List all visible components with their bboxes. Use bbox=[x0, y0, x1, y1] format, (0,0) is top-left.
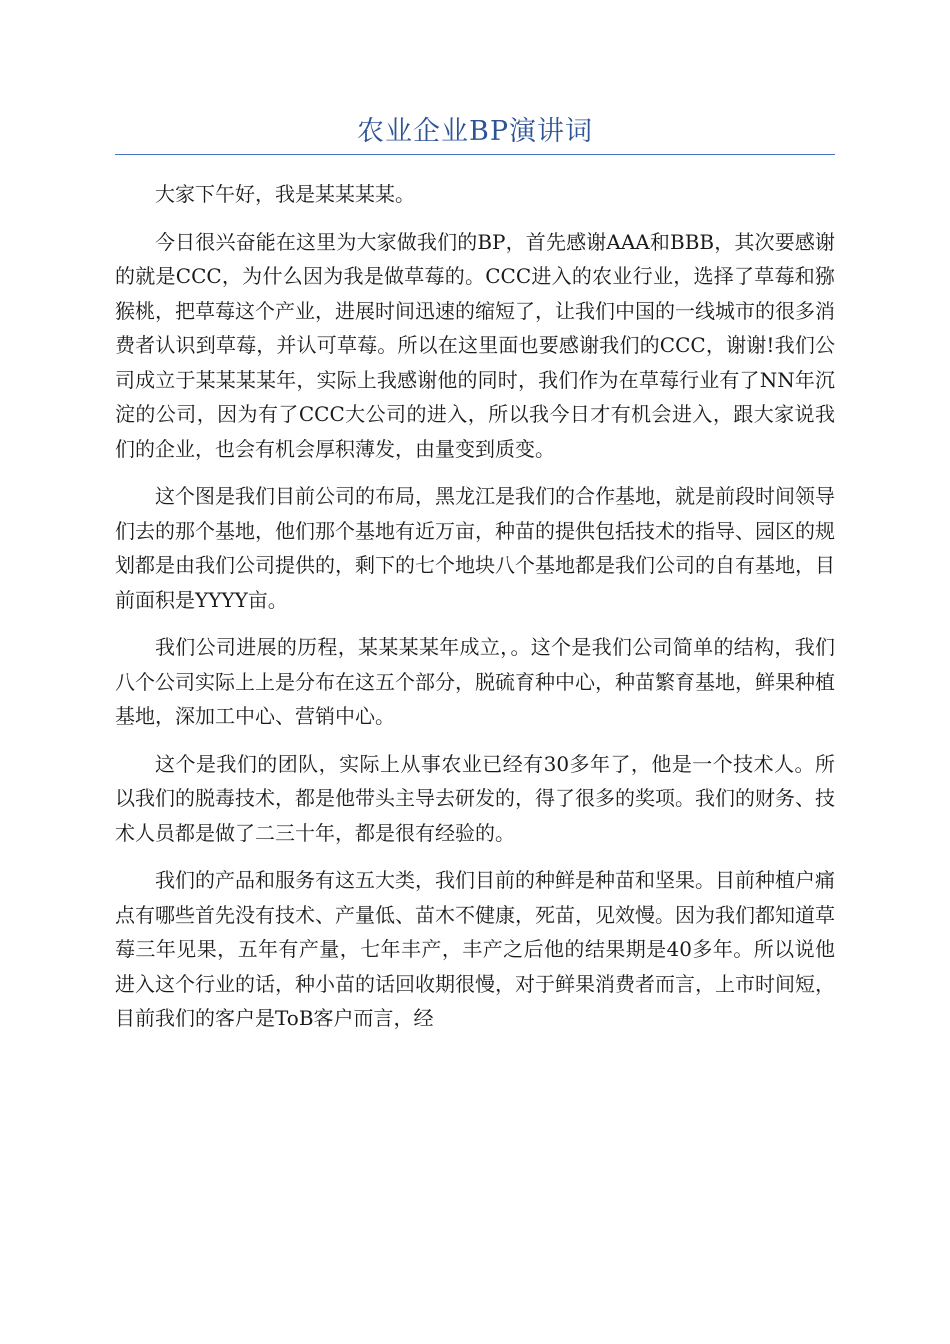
paragraph-history: 我们公司进展的历程，某某某某年成立，。这个是我们公司简单的结构，我们八个公司实际上上是分布在这五个部分，脱硫育种中心，种苗繁育基地，鲜果种植基地，深加工中心、营销中心。 bbox=[115, 635, 835, 728]
paragraph-products: 我们的产品和服务有这五大类，我们目前的种鲜是种苗和坚果。目前种植户痛点有哪些首先没有技术、产量低、苗木不健康，死苗，见效慢。因为我们都知道草莓三年见果，五年有产量，七年丰产，丰产之后他的结果期是40多年。所以说他进入这个行业的话，种小苗的话回收期很慢，对于鲜果消费者而言，上市时间短，目前我们的客户是ToB客户而言，经 bbox=[115, 868, 835, 1030]
document-body bbox=[115, 177, 835, 1049]
paragraph-team: 这个是我们的团队，实际上从事农业已经有30多年了，他是一个技术人。所以我们的脱毒技术，都是他带头主导去研发的，得了很多的奖项。我们的财务、技术人员都是做了二三十年，都是很有经验的。 bbox=[115, 751, 835, 845]
document-title: 农业企业BP演讲词 bbox=[356, 116, 593, 147]
paragraph-greeting: 大家下午好，我是某某某某。 bbox=[155, 182, 415, 206]
paragraph-layout: 这个图是我们目前公司的布局，黑龙江是我们的合作基地，就是前段时间领导们去的那个基地，他们那个基地有近万亩，种苗的提供包括技术的指导、园区的规划都是由我们公司提供的，剩下的七个地块八个基地都是我们公司的自有基地，目前面积是YYYY亩。 bbox=[115, 484, 835, 612]
title-underline bbox=[115, 154, 835, 155]
paragraph-thanks: 今日很兴奋能在这里为大家做我们的BP，首先感谢AAA和BBB，其次要感谢的就是CCC，为什么因为我是做草莓的。CCC进入的农业行业，选择了草莓和猕猴桃，把草莓这个产业，进展时间迅速的缩短了，让我们中国的一线城市的很多消费者认识到草莓，并认可草莓。所以在这里面也要感谢我们的CCC，谢谢!我们公司成立于某某某某年，实际上我感谢他的同时，我们作为在草莓行业有了NN年沉淀的公司，因为有了CCC大公司的进入，所以我今日才有机会进入，跟大家说我们的企业，也会有机会厚积薄发，由量变到质变。 bbox=[115, 229, 835, 461]
